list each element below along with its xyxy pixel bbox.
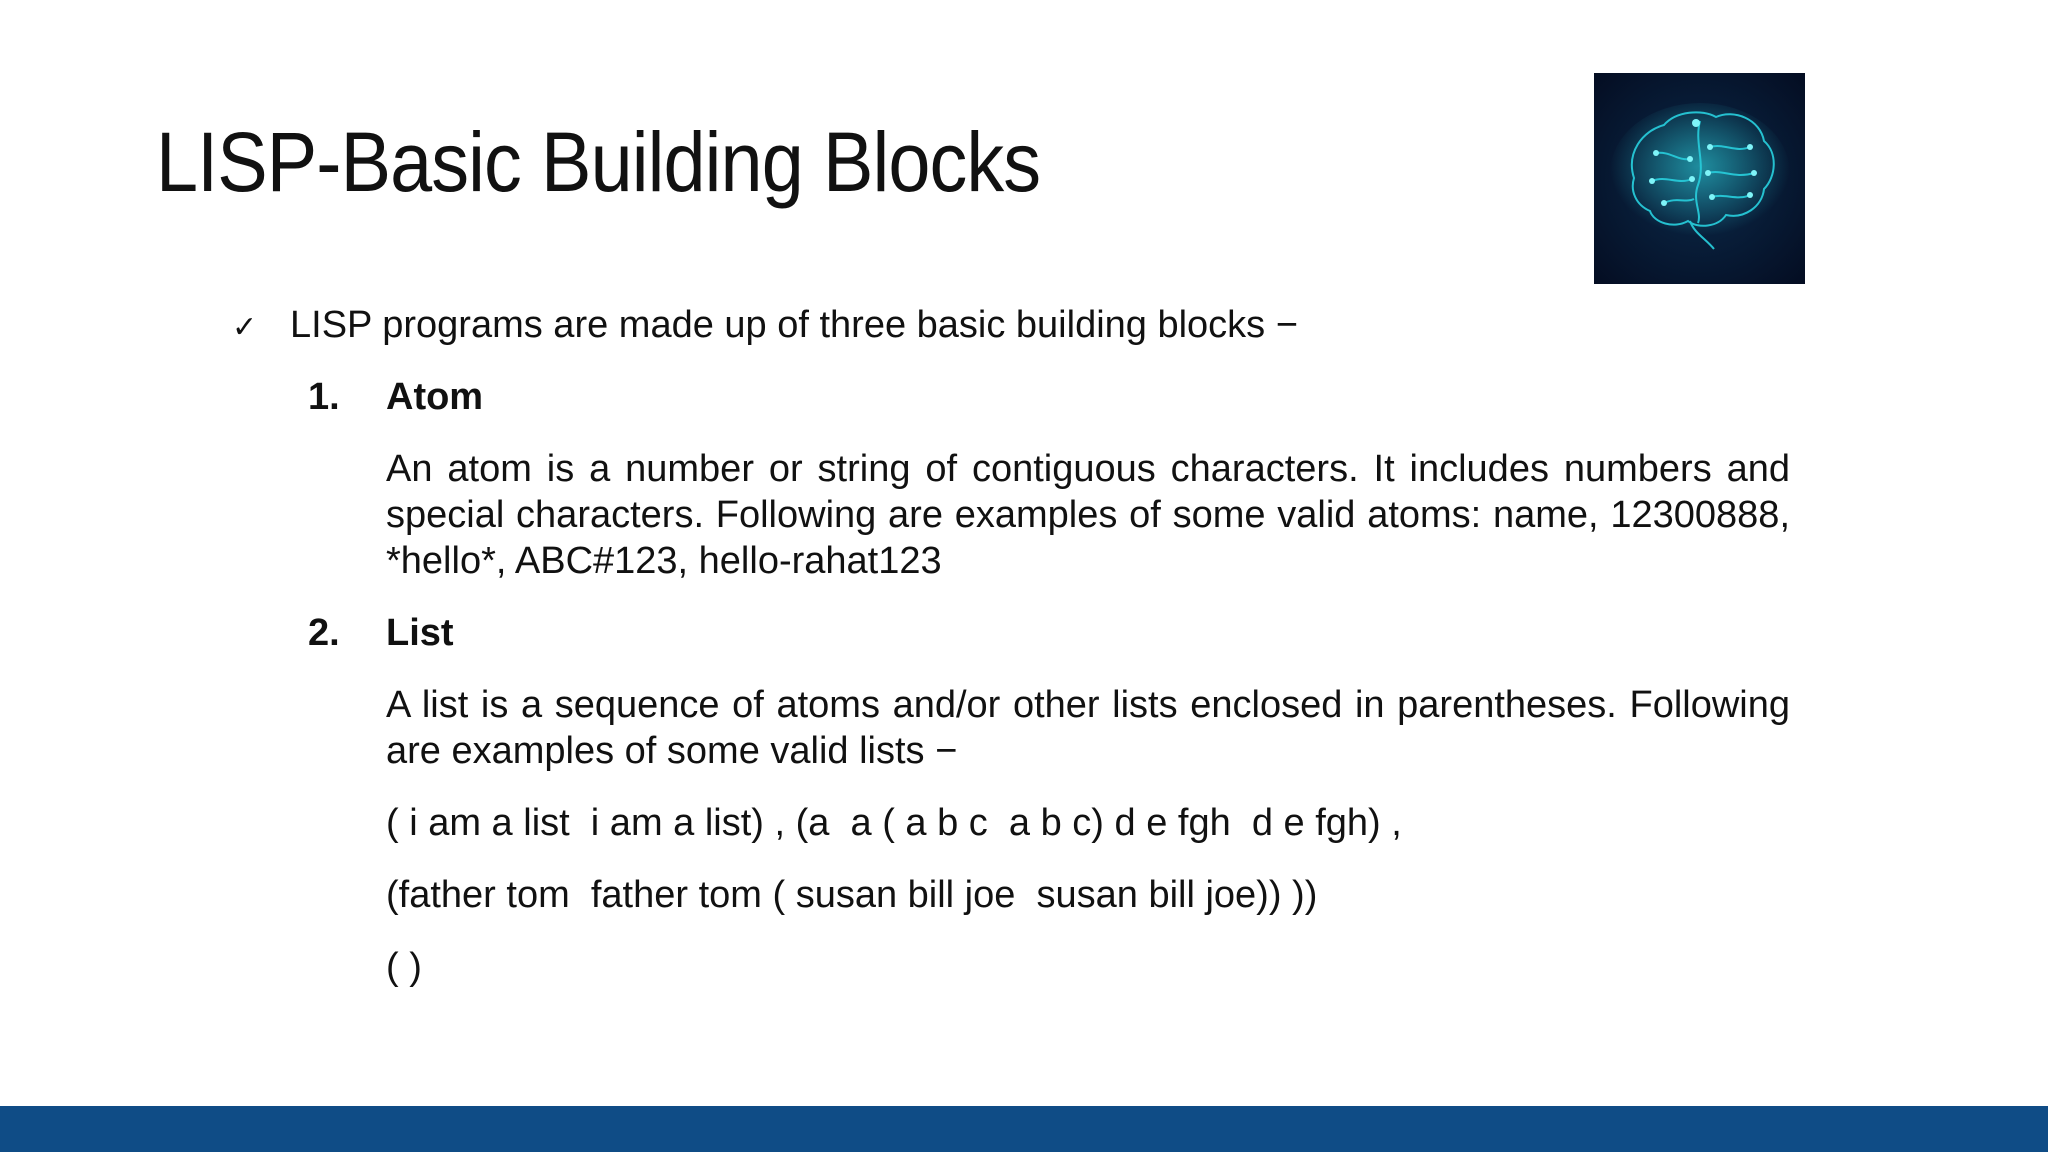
- list-description: A list is a sequence of atoms and/or other lists enclosed in parentheses. Following are examples of some valid lists −: [386, 684, 1790, 772]
- list-example: ( ): [386, 946, 422, 988]
- atom-description: An atom is a number or string of contiguous characters. It includes numbers and special characters. Following are examples of some valid atoms: name, 12300888, *hello*, ABC#123, hello-rahat123: [386, 448, 1790, 582]
- item-heading: List: [386, 612, 454, 654]
- item-number: 1.: [308, 376, 340, 418]
- list-example: (father tom father tom ( susan bill joe susan bill joe)) )): [386, 874, 1318, 916]
- item-heading: Atom: [386, 376, 484, 418]
- list-example: ( i am a list i am a list) , (a a ( a b c a b c) d e fgh d e fgh) ,: [386, 802, 1402, 844]
- intro-bullet: [232, 302, 1298, 351]
- footer-band: [0, 1106, 2048, 1152]
- intro-bullet-text: LISP programs are made up of three basic building blocks −: [290, 304, 1298, 346]
- checkmark-icon: ✓: [232, 310, 258, 345]
- list-item-list-heading: [308, 610, 454, 656]
- list-item-atom-heading: [308, 374, 483, 420]
- item-number: 2.: [308, 612, 340, 654]
- slide-title: LISP-Basic Building Blocks: [156, 115, 1041, 209]
